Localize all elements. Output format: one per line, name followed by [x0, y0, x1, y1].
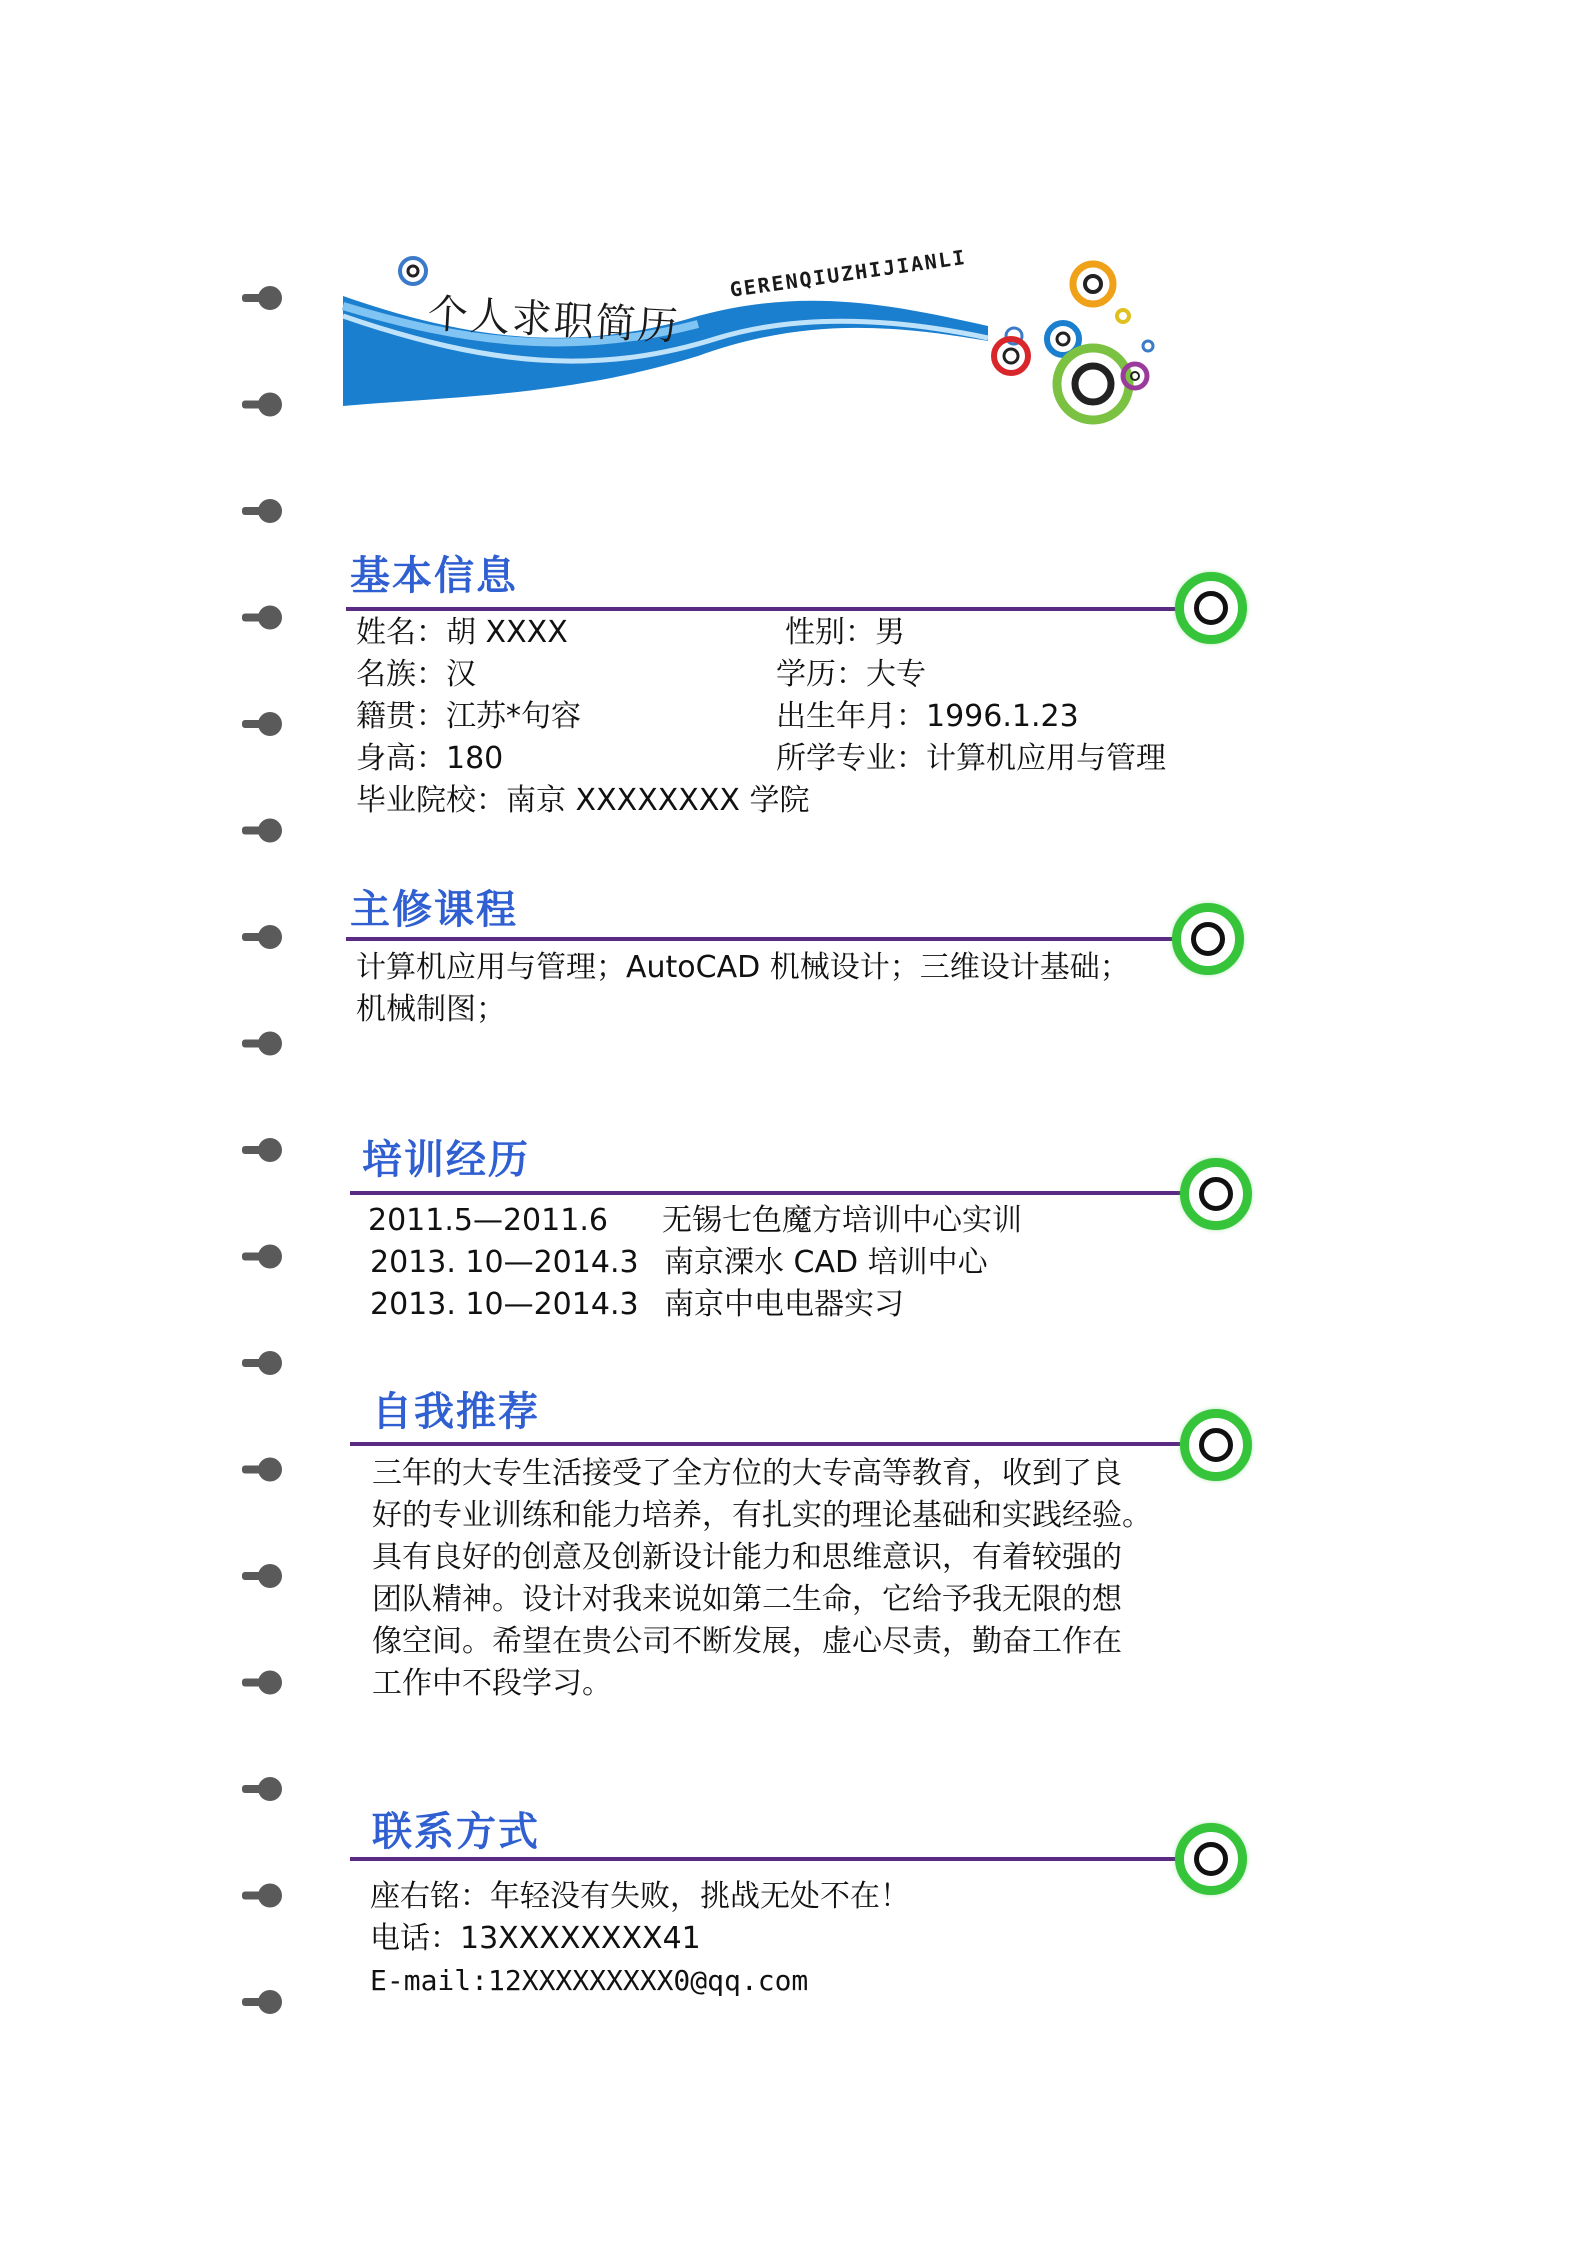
self-intro-line: 工作中不段学习。: [372, 1666, 612, 1701]
training-desc: 南京中电电器实习: [664, 1287, 904, 1322]
binding-pin-bar: [242, 1146, 262, 1154]
binding-pin-icon: [258, 1884, 282, 1908]
section-title-training: 培训经历: [362, 1137, 530, 1183]
ring-marker-icon: [1175, 1823, 1247, 1895]
training-period: 2011.5—2011.6: [368, 1203, 608, 1238]
binding-pin-icon: [258, 499, 282, 523]
ring-marker-icon: [1180, 1158, 1252, 1230]
binding-pin-icon: [258, 712, 282, 736]
field-name: 姓名：胡 XXXX: [356, 615, 568, 650]
courses-line: 计算机应用与管理；AutoCAD 机械设计；三维设计基础；: [356, 950, 1130, 985]
binding-pin-icon: [258, 1458, 282, 1482]
binding-pin-icon: [258, 393, 282, 417]
binding-pin-bar: [242, 933, 262, 941]
binding-pin-bar: [242, 1892, 262, 1900]
binding-pin-bar: [242, 1359, 262, 1367]
banner-pinyin: GERENQIUZHIJIANLI: [728, 244, 969, 302]
binding-pin-bar: [242, 827, 262, 835]
section-title-contact: 联系方式: [372, 1809, 540, 1855]
binding-pin-bar: [242, 1998, 262, 2006]
binding-pin-icon: [258, 606, 282, 630]
binding-pin-icon: [258, 1138, 282, 1162]
section-divider: [350, 1442, 1180, 1446]
section-title-self-intro: 自我推荐: [372, 1389, 540, 1435]
binding-pin-bar: [242, 1572, 262, 1580]
self-intro-text: [372, 1453, 1212, 1705]
section-divider: [346, 607, 1176, 611]
binding-pin-bar: [242, 614, 262, 622]
courses-line: 机械制图；: [356, 992, 506, 1027]
field-education: 学历：大专: [776, 657, 926, 692]
binding-pin-icon: [258, 925, 282, 949]
contact-email: E-mail:12XXXXXXXXX0@qq.com: [370, 1964, 809, 1997]
training-desc: 无锡七色魔方培训中心实训: [662, 1203, 1022, 1238]
section-divider: [346, 937, 1176, 941]
binding-pin-icon: [258, 819, 282, 843]
binding-pin-icon: [258, 1990, 282, 2014]
binding-pin-bar: [242, 720, 262, 728]
courses-text: [356, 947, 1196, 1031]
binding-pin-icon: [258, 1245, 282, 1269]
self-intro-line: 具有良好的创意及创新设计能力和思维意识，有着较强的: [372, 1540, 1122, 1575]
field-major: 所学专业：计算机应用与管理: [776, 741, 1166, 776]
field-height: 身高：180: [356, 741, 504, 776]
section-divider: [350, 1857, 1180, 1861]
training-desc: 南京溧水 CAD 培训中心: [664, 1245, 988, 1280]
binding-pin-bar: [242, 1679, 262, 1687]
training-period: 2013. 10—2014.3: [370, 1287, 639, 1322]
self-intro-line: 团队精神。设计对我来说如第二生命，它给予我无限的想: [372, 1582, 1122, 1617]
binding-pin-bar: [242, 1040, 262, 1048]
binding-pin-bar: [242, 401, 262, 409]
self-intro-line: 三年的大专生活接受了全方位的大专高等教育，收到了良: [372, 1456, 1122, 1491]
binding-pin-icon: [258, 286, 282, 310]
binding-pin-icon: [258, 1032, 282, 1056]
self-intro-line: 好的专业训练和能力培养，有扎实的理论基础和实践经验。: [372, 1498, 1152, 1533]
contact-motto: 座右铭：年轻没有失败，挑战无处不在！: [370, 1879, 910, 1914]
field-gender: 性别：男: [785, 615, 905, 650]
contact-phone: 电话：13XXXXXXXX41: [370, 1921, 701, 1956]
banner-title: 个人求职简历: [426, 291, 681, 351]
binding-pin-icon: [258, 1671, 282, 1695]
binding-pin-bar: [242, 1466, 262, 1474]
field-native-place: 籍贯：江苏*句容: [356, 699, 581, 734]
field-birth-date: 出生年月：1996.1.23: [776, 699, 1079, 734]
ring-marker-icon: [1175, 572, 1247, 644]
binding-pin-bar: [242, 1785, 262, 1793]
training-period: 2013. 10—2014.3: [370, 1245, 639, 1280]
field-school: 毕业院校：南京 XXXXXXXX 学院: [356, 783, 810, 818]
section-divider: [350, 1191, 1184, 1195]
section-title-basic-info: 基本信息: [350, 553, 518, 599]
section-title-courses: 主修课程: [350, 887, 518, 933]
field-ethnicity: 名族：汉: [356, 657, 476, 692]
binding-pin-icon: [258, 1564, 282, 1588]
binding-pin-bar: [242, 294, 262, 302]
self-intro-line: 像空间。希望在贵公司不断发展，虚心尽责，勤奋工作在: [372, 1624, 1122, 1659]
binding-pin-bar: [242, 507, 262, 515]
binding-pin-icon: [258, 1351, 282, 1375]
binding-pin-bar: [242, 1253, 262, 1261]
binding-pin-icon: [258, 1777, 282, 1801]
